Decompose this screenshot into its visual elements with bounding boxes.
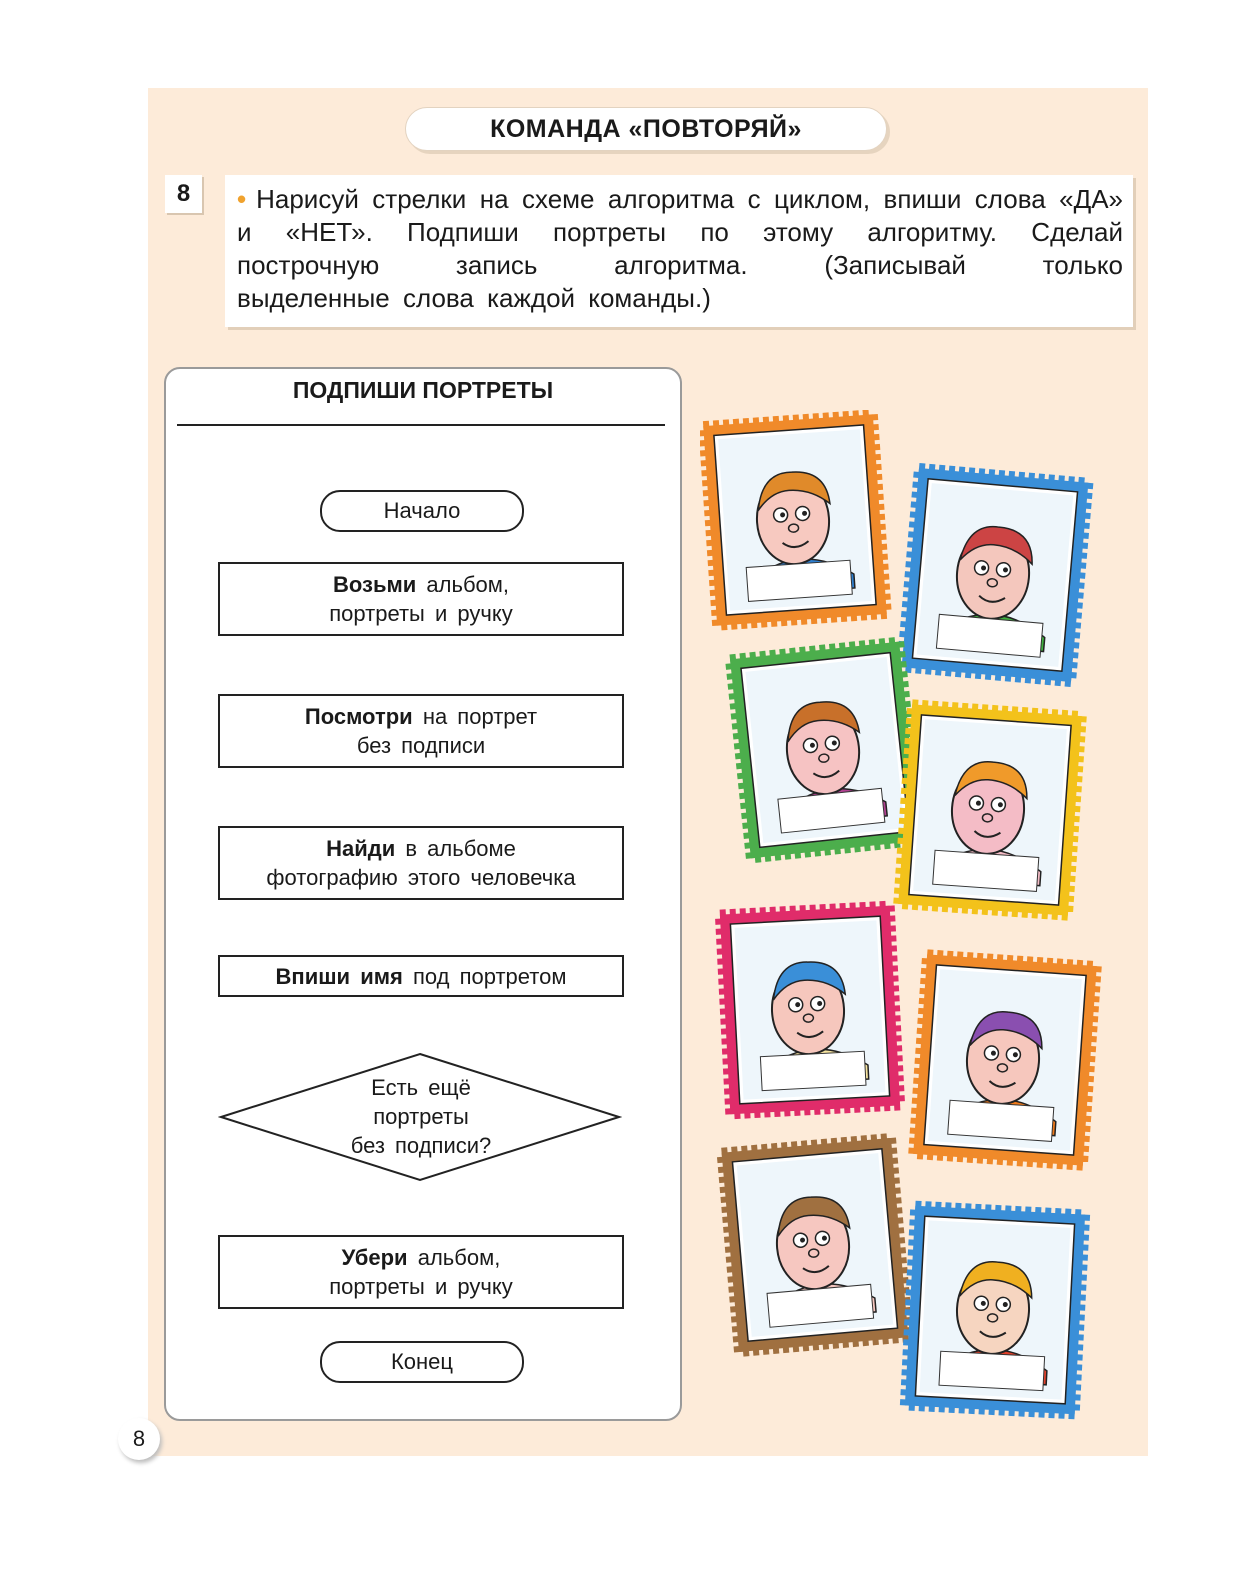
nose (808, 1249, 819, 1258)
nose (987, 1314, 997, 1323)
step-take: Возьми альбом, портреты и ручку (218, 562, 624, 636)
nose (818, 754, 829, 763)
portrait-frame (902, 468, 1089, 682)
end-terminal: Конец (320, 1341, 524, 1383)
name-label-box (760, 1051, 866, 1090)
step-put-away-keyword: Убери (341, 1245, 408, 1270)
start-terminal: Начало (320, 490, 524, 532)
portrait-frame (905, 1206, 1085, 1415)
portrait-frame (703, 414, 887, 625)
task-line-2: слова «ДА» и «НЕТ». Подпиши портреты по этому алгоритму. (237, 184, 1124, 247)
name-label-box (948, 1100, 1054, 1141)
page-title (405, 107, 887, 151)
portrait-frame (720, 906, 900, 1115)
name-label-box (746, 560, 852, 601)
task-line-1: Нарисуй стрелки на схеме алгоритма с циклом, впиши (256, 184, 962, 214)
step-look: Посмотри на портрет без подписи (218, 694, 624, 768)
nose (788, 524, 799, 533)
divider (177, 424, 665, 426)
step-write-keyword: Впиши имя (275, 963, 403, 989)
flowchart-card (164, 367, 682, 1421)
page-title-text: КОМАНДА «ПОВТОРЯЙ» (490, 114, 802, 143)
flowchart-title: ПОДПИШИ ПОРТРЕТЫ (292, 377, 554, 403)
step-take-keyword: Возьми (332, 572, 417, 597)
nose (997, 1064, 1008, 1073)
name-label-box (939, 1351, 1045, 1390)
task-line-3: Сделай построчную запись алгоритма. (Записывай только (237, 217, 1123, 280)
name-label-box (933, 850, 1039, 891)
task-number: 8 (165, 175, 202, 213)
nose (803, 1014, 813, 1023)
task-line-4: выделенные слова каждой команды.) (237, 283, 711, 313)
portrait-frame (730, 642, 920, 859)
decision-text: Есть ещё портреты без подписи? (350, 1075, 492, 1158)
nose (987, 578, 998, 587)
portrait-frame (913, 954, 1097, 1165)
portrait-gallery (700, 410, 1110, 1435)
portrait-frame (722, 1138, 909, 1352)
step-look-keyword: Посмотри (304, 704, 413, 729)
step-put-away: Убери альбом, портреты и ручку (218, 1235, 624, 1309)
nose (982, 814, 993, 823)
task-instructions (225, 175, 1133, 327)
portrait-frame (898, 704, 1082, 915)
step-find-keyword: Найди (326, 836, 396, 861)
bullet-icon: • (237, 184, 247, 214)
step-find: Найди в альбоме фотографию этого человечка (218, 826, 624, 900)
page-number: 8 (118, 1418, 160, 1460)
step-write: Впиши имя под портретом (218, 955, 624, 997)
